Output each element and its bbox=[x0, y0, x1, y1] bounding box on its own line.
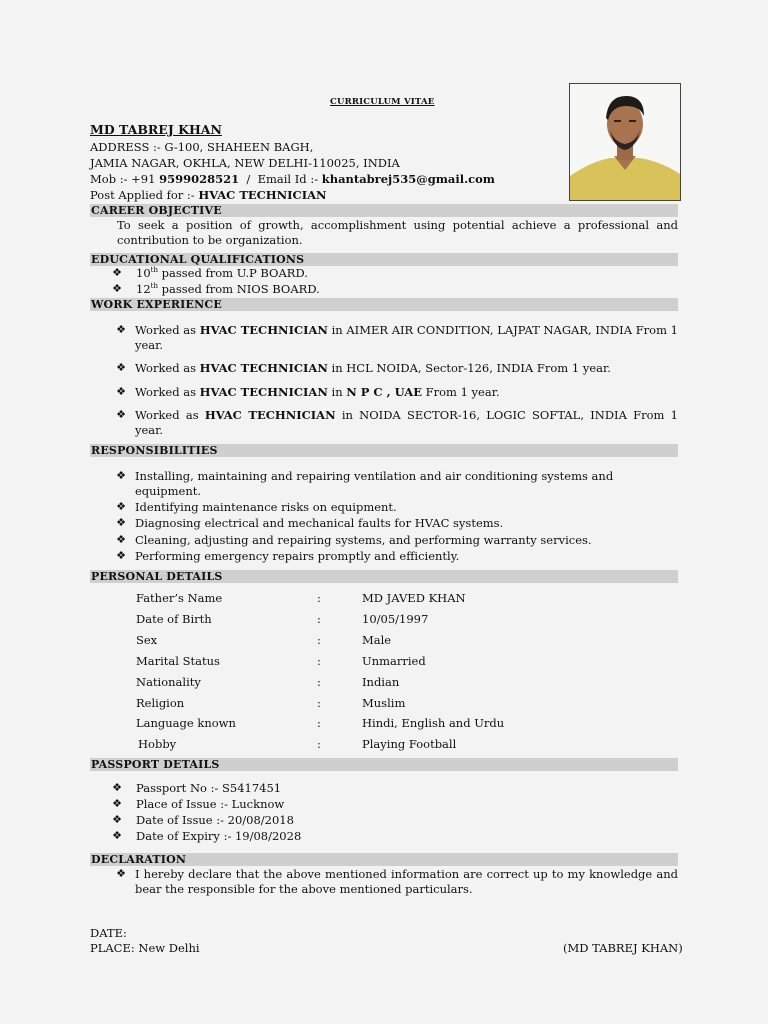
personal-detail-label: Marital Status bbox=[136, 654, 220, 668]
diamond-bullet-icon: ❖ bbox=[112, 829, 122, 842]
work-prefix: Worked as bbox=[135, 385, 200, 399]
diamond-bullet-icon: ❖ bbox=[112, 781, 122, 794]
personal-detail-colon: : bbox=[317, 716, 321, 730]
contact-line bbox=[90, 172, 495, 186]
work-duration: From 1 year. bbox=[421, 385, 500, 399]
responsibility-item: Identifying maintenance risks on equipment. bbox=[135, 500, 397, 514]
diamond-bullet-icon: ❖ bbox=[112, 266, 122, 279]
mobile-number: 9599028521 bbox=[159, 172, 240, 186]
work-role: HVAC TECHNICIAN bbox=[199, 385, 328, 399]
email-label: / Email Id :- bbox=[239, 172, 322, 186]
personal-detail-value: Playing Football bbox=[362, 737, 457, 751]
diamond-bullet-icon: ❖ bbox=[116, 549, 126, 562]
responsibility-item: Cleaning, adjusting and repairing systems, and performing warranty services. bbox=[135, 533, 592, 547]
work-role: HVAC TECHNICIAN bbox=[204, 408, 336, 422]
work-role: HVAC TECHNICIAN bbox=[199, 323, 328, 337]
personal-detail-value: Unmarried bbox=[362, 654, 426, 668]
personal-detail-value: Male bbox=[362, 633, 392, 647]
personal-detail-colon: : bbox=[317, 654, 321, 668]
work-prefix: Worked as bbox=[135, 361, 200, 375]
work-company: N P C , UAE bbox=[346, 385, 422, 399]
personal-detail-label: Father’s Name bbox=[136, 591, 223, 605]
personal-detail-label: Date of Birth bbox=[136, 612, 212, 626]
education-detail: passed from U.P BOARD. bbox=[157, 266, 308, 280]
personal-detail-value: MD JAVED KHAN bbox=[362, 591, 466, 605]
personal-detail-colon: : bbox=[317, 591, 321, 605]
passport-details-heading: PASSPORT DETAILS bbox=[90, 758, 678, 771]
work-detail: in HCL NOIDA, Sector-126, INDIA From 1 year. bbox=[327, 361, 611, 375]
personal-detail-label: Nationality bbox=[136, 675, 201, 689]
personal-detail-colon: : bbox=[317, 675, 321, 689]
post-applied-label: Post Applied for :- bbox=[90, 188, 199, 202]
work-experience-heading: WORK EXPERIENCE bbox=[90, 298, 678, 311]
diamond-bullet-icon: ❖ bbox=[116, 500, 126, 513]
address-line-2: JAMIA NAGAR, OKHLA, NEW DELHI-110025, INDIA bbox=[90, 156, 400, 170]
diamond-bullet-icon: ❖ bbox=[116, 533, 126, 546]
diamond-bullet-icon: ❖ bbox=[116, 408, 126, 421]
place-label: PLACE: New Delhi bbox=[90, 941, 200, 955]
post-applied-line bbox=[90, 188, 327, 202]
work-prefix: Worked as bbox=[135, 408, 205, 422]
responsibility-item: Installing, maintaining and repairing ventilation and air conditioning systems and equipment. bbox=[135, 469, 614, 498]
signature-name: (MD TABREJ KHAN) bbox=[563, 941, 683, 955]
personal-detail-colon: : bbox=[317, 633, 321, 647]
personal-detail-label: Hobby bbox=[138, 737, 177, 751]
passport-detail-item: Passport No :- S5417451 bbox=[136, 781, 282, 795]
personal-details-heading: PERSONAL DETAILS bbox=[90, 570, 678, 583]
personal-detail-label: Religion bbox=[136, 696, 185, 710]
education-level: 10 bbox=[136, 266, 151, 280]
work-prefix: Worked as bbox=[135, 323, 200, 337]
responsibility-item: Diagnosing electrical and mechanical faults for HVAC systems. bbox=[135, 516, 504, 530]
education-detail: passed from NIOS BOARD. bbox=[157, 282, 320, 296]
personal-detail-value: Muslim bbox=[362, 696, 406, 710]
ordinal-suffix: th bbox=[150, 282, 158, 291]
work-detail: in bbox=[327, 385, 347, 399]
responsibility-item: Performing emergency repairs promptly and efficiently. bbox=[135, 549, 460, 563]
declaration-text: I hereby declare that the above mentioned information are correct up to my knowledge and bear the responsible for the above mentioned particulars. bbox=[135, 867, 678, 896]
work-experience-item bbox=[135, 408, 678, 438]
personal-detail-label: Language known bbox=[136, 716, 236, 730]
address-line-1: ADDRESS :- G-100, SHAHEEN BAGH, bbox=[90, 140, 314, 154]
work-role: HVAC TECHNICIAN bbox=[199, 361, 328, 375]
personal-detail-label: Sex bbox=[136, 633, 158, 647]
diamond-bullet-icon: ❖ bbox=[116, 361, 126, 374]
diamond-bullet-icon: ❖ bbox=[112, 282, 122, 295]
education-item bbox=[136, 282, 320, 296]
work-experience-item bbox=[135, 323, 678, 353]
work-experience-item bbox=[135, 361, 678, 376]
diamond-bullet-icon: ❖ bbox=[116, 516, 126, 529]
diamond-bullet-icon: ❖ bbox=[112, 797, 122, 810]
personal-detail-colon: : bbox=[317, 612, 321, 626]
responsibilities-heading: RESPONSIBILITIES bbox=[90, 444, 678, 457]
email-address: khantabrej535@gmail.com bbox=[321, 172, 495, 186]
work-experience-item bbox=[135, 385, 678, 400]
education-heading: EDUCATIONAL QUALIFICATIONS bbox=[90, 253, 678, 266]
passport-detail-item: Place of Issue :- Lucknow bbox=[136, 797, 285, 811]
diamond-bullet-icon: ❖ bbox=[116, 385, 126, 398]
candidate-name: MD TABREJ KHAN bbox=[90, 122, 222, 137]
personal-detail-value: Hindi, English and Urdu bbox=[362, 716, 505, 730]
diamond-bullet-icon: ❖ bbox=[116, 867, 126, 880]
profile-photo-drawing bbox=[570, 84, 680, 200]
personal-detail-value: 10/05/1997 bbox=[362, 612, 429, 626]
education-item bbox=[136, 266, 308, 280]
post-applied-value: HVAC TECHNICIAN bbox=[198, 188, 327, 202]
career-objective-heading: CAREER OBJECTIVE bbox=[90, 204, 678, 217]
education-level: 12 bbox=[136, 282, 151, 296]
career-objective-text: To seek a position of growth, accomplishment using potential achieve a professional and contribution to be organization. bbox=[117, 218, 678, 247]
ordinal-suffix: th bbox=[150, 266, 158, 275]
mobile-label: Mob :- +91 bbox=[90, 172, 160, 186]
date-label: DATE: bbox=[90, 926, 127, 940]
declaration-heading: DECLARATION bbox=[90, 853, 678, 866]
profile-photo bbox=[569, 83, 681, 201]
diamond-bullet-icon: ❖ bbox=[116, 469, 126, 482]
document-title: CURRICULUM VITAE bbox=[330, 97, 435, 107]
diamond-bullet-icon: ❖ bbox=[116, 323, 126, 336]
personal-detail-colon: : bbox=[317, 737, 321, 751]
personal-detail-colon: : bbox=[317, 696, 321, 710]
passport-detail-item: Date of Issue :- 20/08/2018 bbox=[136, 813, 294, 827]
diamond-bullet-icon: ❖ bbox=[112, 813, 122, 826]
work-detail: in AIMER AIR CONDITION, LAJPAT NAGAR, INDIA From 1 year. bbox=[135, 323, 678, 352]
passport-detail-item: Date of Expiry :- 19/08/2028 bbox=[136, 829, 302, 843]
personal-detail-value: Indian bbox=[362, 675, 400, 689]
work-detail: in NOIDA SECTOR-16, LOGIC SOFTAL, INDIA From 1 year. bbox=[135, 408, 678, 437]
